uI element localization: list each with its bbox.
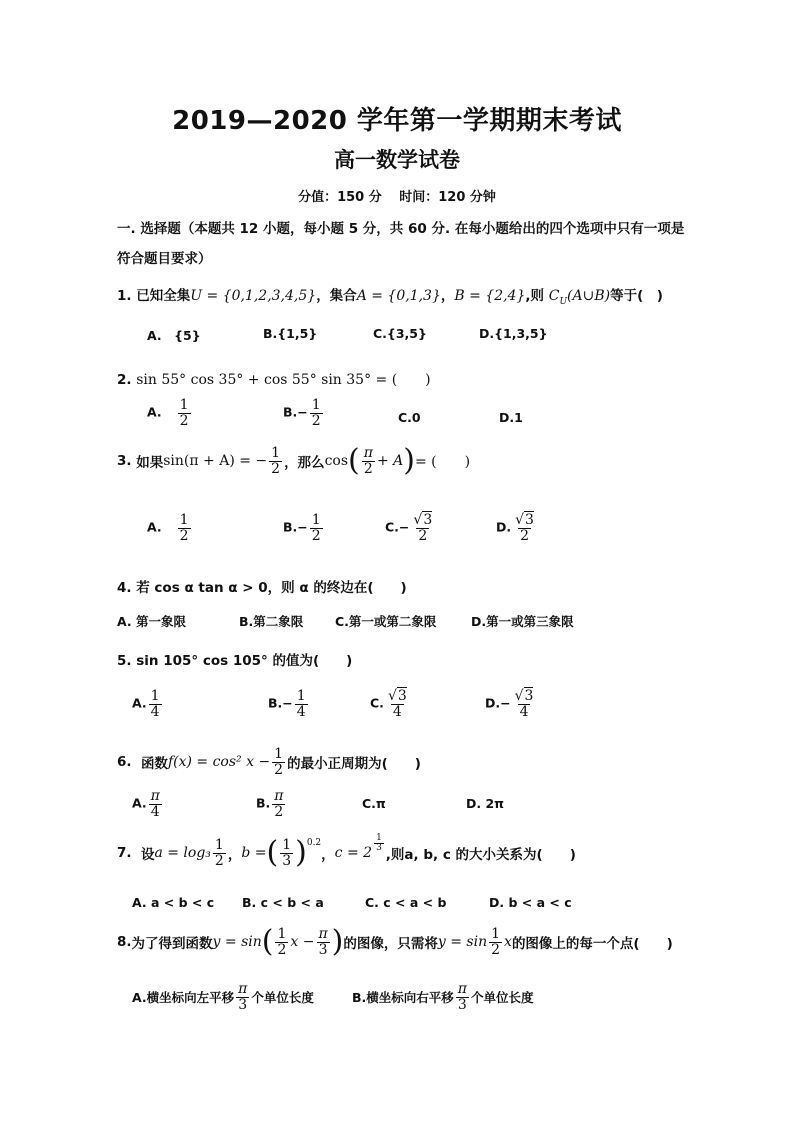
q8-fraction-half: $\frac{1}{2}$ bbox=[277, 926, 287, 958]
section-heading-line2: 符合题目要求） bbox=[117, 251, 212, 267]
q3-math-plus-a: + A bbox=[376, 453, 404, 470]
q2-expression: sin 55° cos 35° + cos 55° sin 35° = ( ) bbox=[136, 372, 431, 388]
q2-option-c[interactable]: C.0 bbox=[398, 410, 421, 425]
q7-text-1: 设 bbox=[140, 847, 155, 864]
q7-text-4: ,则a, b, c 的大小关系为( ) bbox=[385, 847, 576, 864]
q1-math-b: B = {2,4} bbox=[454, 288, 526, 304]
q8-math-4: x bbox=[504, 934, 512, 951]
q1-text-3: ， bbox=[440, 288, 455, 304]
q7-number: 7. bbox=[117, 845, 132, 862]
q1-option-d[interactable]: D.{1,3,5} bbox=[479, 326, 548, 341]
q1-number: 1. bbox=[117, 288, 132, 304]
q6-option-d[interactable]: D. 2π bbox=[466, 796, 505, 811]
q8-math-1: y = sin bbox=[212, 934, 262, 951]
question-4 bbox=[117, 576, 407, 596]
q2-option-b[interactable]: B.− $\frac{1}{2}$ bbox=[283, 397, 321, 429]
q1-text-1: 已知全集 bbox=[136, 288, 191, 304]
q3-text-1: 如果 bbox=[136, 455, 164, 472]
q7-option-d[interactable]: D. b < a < c bbox=[489, 895, 572, 910]
q1-math-union: (A∪B) bbox=[567, 288, 611, 304]
exam-title: 2019—2020 学年第一学期期末考试 bbox=[172, 106, 622, 136]
q7-fraction-half: $\frac{1}{2}$ bbox=[214, 837, 224, 869]
q4-option-d[interactable]: D.第一或第三象限 bbox=[471, 614, 574, 629]
q1-math-complement: $C_U$ bbox=[548, 288, 568, 307]
q7-math-c: c = 2 bbox=[334, 845, 373, 862]
q5-option-d[interactable]: D.− $\frac{√3}{4}$ bbox=[485, 688, 534, 720]
q1-math-a: A = {0,1,3} bbox=[356, 288, 441, 304]
q5-option-a[interactable]: A. $\frac{1}{4}$ bbox=[132, 688, 160, 720]
question-1 bbox=[117, 284, 663, 307]
q2-option-a[interactable]: A. $\frac{1}{2}$ bbox=[147, 397, 189, 429]
q3-option-a[interactable]: A. $\frac{1}{2}$ bbox=[147, 512, 189, 544]
q8-fraction-pi-third: $\frac{\pi}{3}$ bbox=[318, 926, 328, 958]
q3-math-equals: = ( ) bbox=[414, 454, 471, 471]
q1-option-a[interactable]: A. {5} bbox=[147, 328, 201, 343]
exam-subtitle: 高一数学试卷 bbox=[334, 148, 460, 172]
q7-text-2: ， bbox=[227, 847, 242, 864]
q3-text-2: ，那么 bbox=[284, 455, 325, 472]
q7-math-b: b = bbox=[241, 845, 267, 862]
q6-math: f(x) = cos² x − bbox=[167, 754, 271, 771]
q3-number: 3. bbox=[117, 453, 132, 470]
q4-number: 4. bbox=[117, 580, 132, 596]
question-6 bbox=[117, 747, 421, 777]
q4-option-c[interactable]: C.第一或第二象限 bbox=[335, 614, 437, 629]
q6-text-2: 的最小正周期为( ) bbox=[287, 756, 421, 773]
q7-fraction-third: $\frac{1}{3}$ bbox=[282, 837, 292, 869]
q7-option-a[interactable]: A. a < b < c bbox=[132, 895, 215, 910]
q6-option-b[interactable]: B. $\frac{\pi}{2}$ bbox=[256, 788, 284, 820]
q5-number: 5. bbox=[117, 653, 132, 669]
q8-text-1: 为了得到函数 bbox=[131, 936, 213, 953]
q4-option-b[interactable]: B.第二象限 bbox=[239, 614, 304, 629]
q7-exponent-third: $\frac{1}{3}$ bbox=[376, 833, 382, 854]
q7-option-b[interactable]: B. c < b < a bbox=[242, 895, 324, 910]
q7-math-a: a = log₃ bbox=[154, 845, 211, 862]
q5-text: sin 105° cos 105° 的值为( ) bbox=[136, 653, 353, 669]
question-8: 8. 为了得到函数 y = sin ( $\frac{1}{2}$ x − $\frac{\pi}{3}$ ) 的图像，只需将 y = sin $\frac{1}{2}$ x 的图像上的每一个点( ) bbox=[117, 924, 673, 960]
exam-meta: 分值：150 分 时间：120 分钟 bbox=[298, 190, 496, 205]
q3-option-b[interactable]: B.− $\frac{1}{2}$ bbox=[283, 512, 321, 544]
q6-option-a[interactable]: A. $\frac{\pi}{4}$ bbox=[132, 788, 160, 820]
q8-math-2: x − bbox=[290, 934, 315, 951]
q5-option-c[interactable]: C. $\frac{√3}{4}$ bbox=[370, 688, 407, 720]
q1-text-4: ,则 bbox=[525, 288, 545, 304]
q8-option-b[interactable]: B.横坐标向右平移 $\frac{\pi}{3}$ 个单位长度 bbox=[352, 981, 534, 1013]
q8-option-a[interactable]: A.横坐标向左平移 $\frac{\pi}{3}$ 个单位长度 bbox=[132, 981, 314, 1013]
q1-math-u: U = {0,1,2,3,4,5} bbox=[190, 288, 317, 304]
q4-text: 若 cos α tan α > 0，则 α 的终边在( ) bbox=[136, 580, 407, 596]
q8-math-3: y = sin bbox=[437, 934, 488, 951]
q5-option-b[interactable]: B.− $\frac{1}{4}$ bbox=[268, 688, 306, 720]
q1-text-2: ，集合 bbox=[316, 288, 357, 304]
q7-option-c[interactable]: C. c < a < b bbox=[365, 895, 447, 910]
q3-fraction-pi-half: $\frac{\pi}{2}$ bbox=[363, 445, 373, 477]
q6-option-c[interactable]: C.π bbox=[362, 796, 386, 811]
q6-text-1: 函数 bbox=[140, 756, 168, 773]
question-5 bbox=[117, 649, 352, 669]
q2-number: 2. bbox=[117, 372, 132, 388]
section-heading-line1: 一. 选择题（本题共 12 小题，每小题 5 分，共 60 分. 在每小题给出的四个选项中只有一项是 bbox=[117, 221, 685, 237]
q8-number: 8. bbox=[117, 934, 132, 951]
q7-text-3: ， bbox=[321, 847, 335, 864]
q8-fraction-half-2: $\frac{1}{2}$ bbox=[491, 926, 501, 958]
q2-option-d[interactable]: D.1 bbox=[499, 410, 523, 425]
q3-option-c[interactable]: C.− $\frac{√3}{2}$ bbox=[385, 512, 433, 544]
question-2 bbox=[117, 369, 431, 389]
q3-option-d[interactable]: D. $\frac{√3}{2}$ bbox=[496, 512, 534, 544]
q8-text-3: 的图像上的每一个点( ) bbox=[511, 936, 673, 953]
q7-exponent: 0.2 bbox=[306, 838, 322, 848]
q3-math-cos: cos bbox=[324, 453, 349, 470]
q6-fraction-half: $\frac{1}{2}$ bbox=[274, 746, 284, 778]
q1-option-c[interactable]: C.{3,5} bbox=[373, 326, 427, 341]
q3-fraction-half: $\frac{1}{2}$ bbox=[271, 445, 281, 477]
question-3: 3. 如果 sin(π + A) = − $\frac{1}{2}$ ，那么 cos ( $\frac{\pi}{2}$ + A ) = ( ) bbox=[117, 443, 471, 479]
question-7: 7. 设 a = log₃ $\frac{1}{2}$ ， b = ( $\frac{1}{3}$ ) $^{0.2}$ ， c = 2 $\frac{1}{3}$ ,则a, b, c 的大小关系为( ) bbox=[117, 833, 576, 871]
q1-option-b[interactable]: B.{1,5} bbox=[263, 326, 318, 341]
q3-math-1: sin(π + A) = − bbox=[163, 453, 268, 470]
q8-text-2: 的图像，只需将 bbox=[343, 936, 438, 953]
q6-number: 6. bbox=[117, 754, 132, 771]
q1-text-5: 等于( ) bbox=[610, 288, 663, 304]
q4-option-a[interactable]: A. 第一象限 bbox=[117, 614, 187, 629]
